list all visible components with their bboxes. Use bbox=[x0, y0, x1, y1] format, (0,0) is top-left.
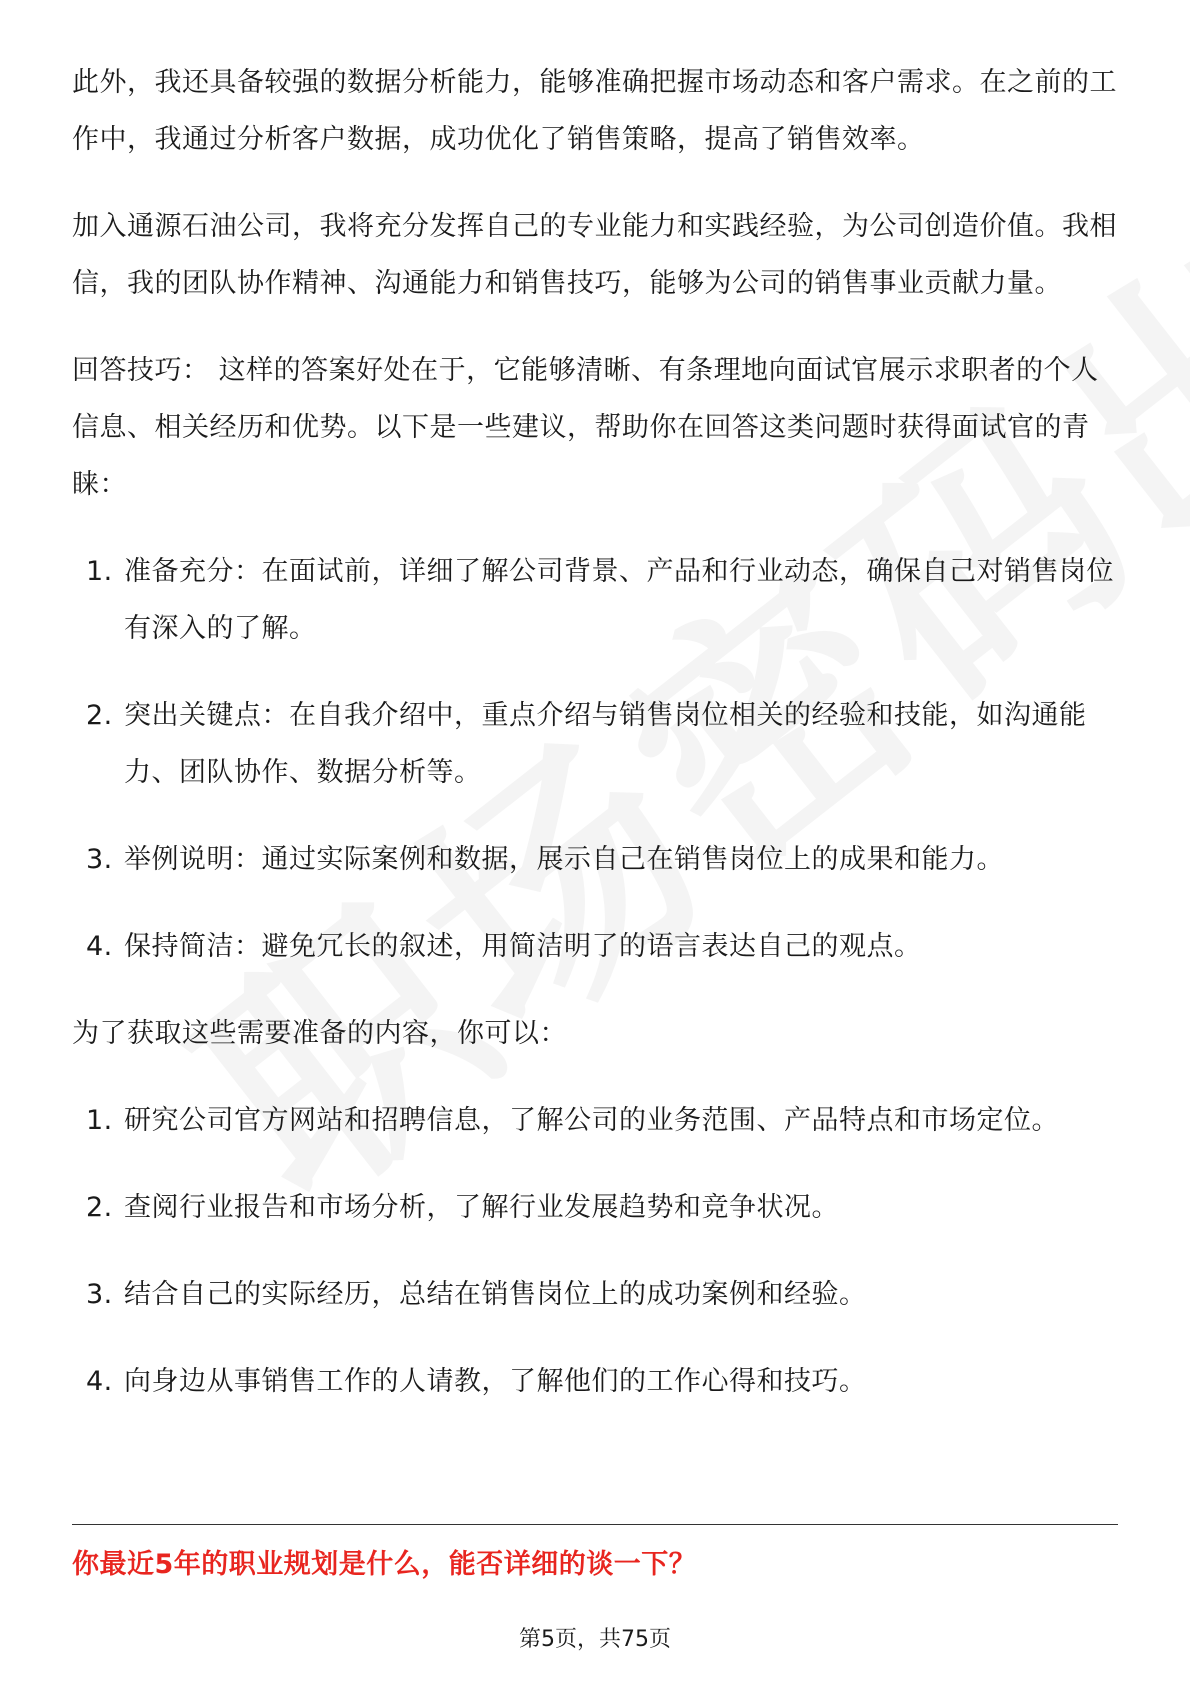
list-item bbox=[72, 1179, 1122, 1236]
paragraph-prep-intro: 为了获取这些需要准备的内容，你可以： bbox=[72, 1018, 567, 1049]
list-text: 结合自己的实际经历，总结在销售岗位上的成功案例和经验。 bbox=[124, 1279, 867, 1310]
list-number: 4. bbox=[86, 931, 113, 962]
page-number-footer: 第5页，共75页 bbox=[519, 1627, 671, 1652]
next-question-heading: 你最近5年的职业规划是什么，能否详细的谈一下？ bbox=[72, 1549, 697, 1580]
list-item bbox=[72, 1353, 1122, 1410]
list-text: 研究公司官方网站和招聘信息，了解公司的业务范围、产品特点和市场定位。 bbox=[124, 1105, 1059, 1136]
paragraph-data-analysis: 此外，我还具备较强的数据分析能力，能够准确把握市场动态和客户需求。在之前的工作中，我通过分析客户数据，成功优化了销售策略，提高了销售效率。 bbox=[72, 67, 1117, 155]
paragraph-answer-tips: 回答技巧： 这样的答案好处在于，它能够清晰、有条理地向面试官展示求职者的个人信息、相关经历和优势。以下是一些建议，帮助你在回答这类问题时获得面试官的青睐： bbox=[72, 355, 1099, 500]
list-text: 举例说明：通过实际案例和数据，展示自己在销售岗位上的成果和能力。 bbox=[124, 844, 1004, 875]
list-number: 3. bbox=[86, 844, 113, 875]
prep-steps-list bbox=[72, 1092, 1122, 1410]
document-body bbox=[72, 54, 1122, 1440]
list-item bbox=[72, 1266, 1122, 1323]
list-number: 2. bbox=[86, 1192, 113, 1223]
list-item bbox=[72, 543, 1122, 657]
list-number: 2. bbox=[86, 700, 113, 731]
list-number: 3. bbox=[86, 1279, 113, 1310]
list-text: 准备充分：在面试前，详细了解公司背景、产品和行业动态，确保自己对销售岗位有深入的了解。 bbox=[124, 556, 1114, 644]
list-text: 保持简洁：避免冗长的叙述，用简洁明了的语言表达自己的观点。 bbox=[124, 931, 922, 962]
section-divider bbox=[72, 1524, 1118, 1525]
paragraph-join-company: 加入通源石油公司，我将充分发挥自己的专业能力和实践经验，为公司创造价值。我相信，我的团队协作精神、沟通能力和销售技巧，能够为公司的销售事业贡献力量。 bbox=[72, 211, 1117, 299]
list-number: 4. bbox=[86, 1366, 113, 1397]
list-number: 1. bbox=[86, 1105, 113, 1136]
list-number: 1. bbox=[86, 556, 113, 587]
list-item bbox=[72, 918, 1122, 975]
list-item bbox=[72, 1092, 1122, 1149]
list-text: 查阅行业报告和市场分析，了解行业发展趋势和竞争状况。 bbox=[124, 1192, 839, 1223]
list-item bbox=[72, 687, 1122, 801]
list-text: 突出关键点：在自我介绍中，重点介绍与销售岗位相关的经验和技能，如沟通能力、团队协作、数据分析等。 bbox=[124, 700, 1087, 788]
list-text: 向身边从事销售工作的人请教，了解他们的工作心得和技巧。 bbox=[124, 1366, 867, 1397]
list-item bbox=[72, 831, 1122, 888]
tips-list bbox=[72, 543, 1122, 975]
